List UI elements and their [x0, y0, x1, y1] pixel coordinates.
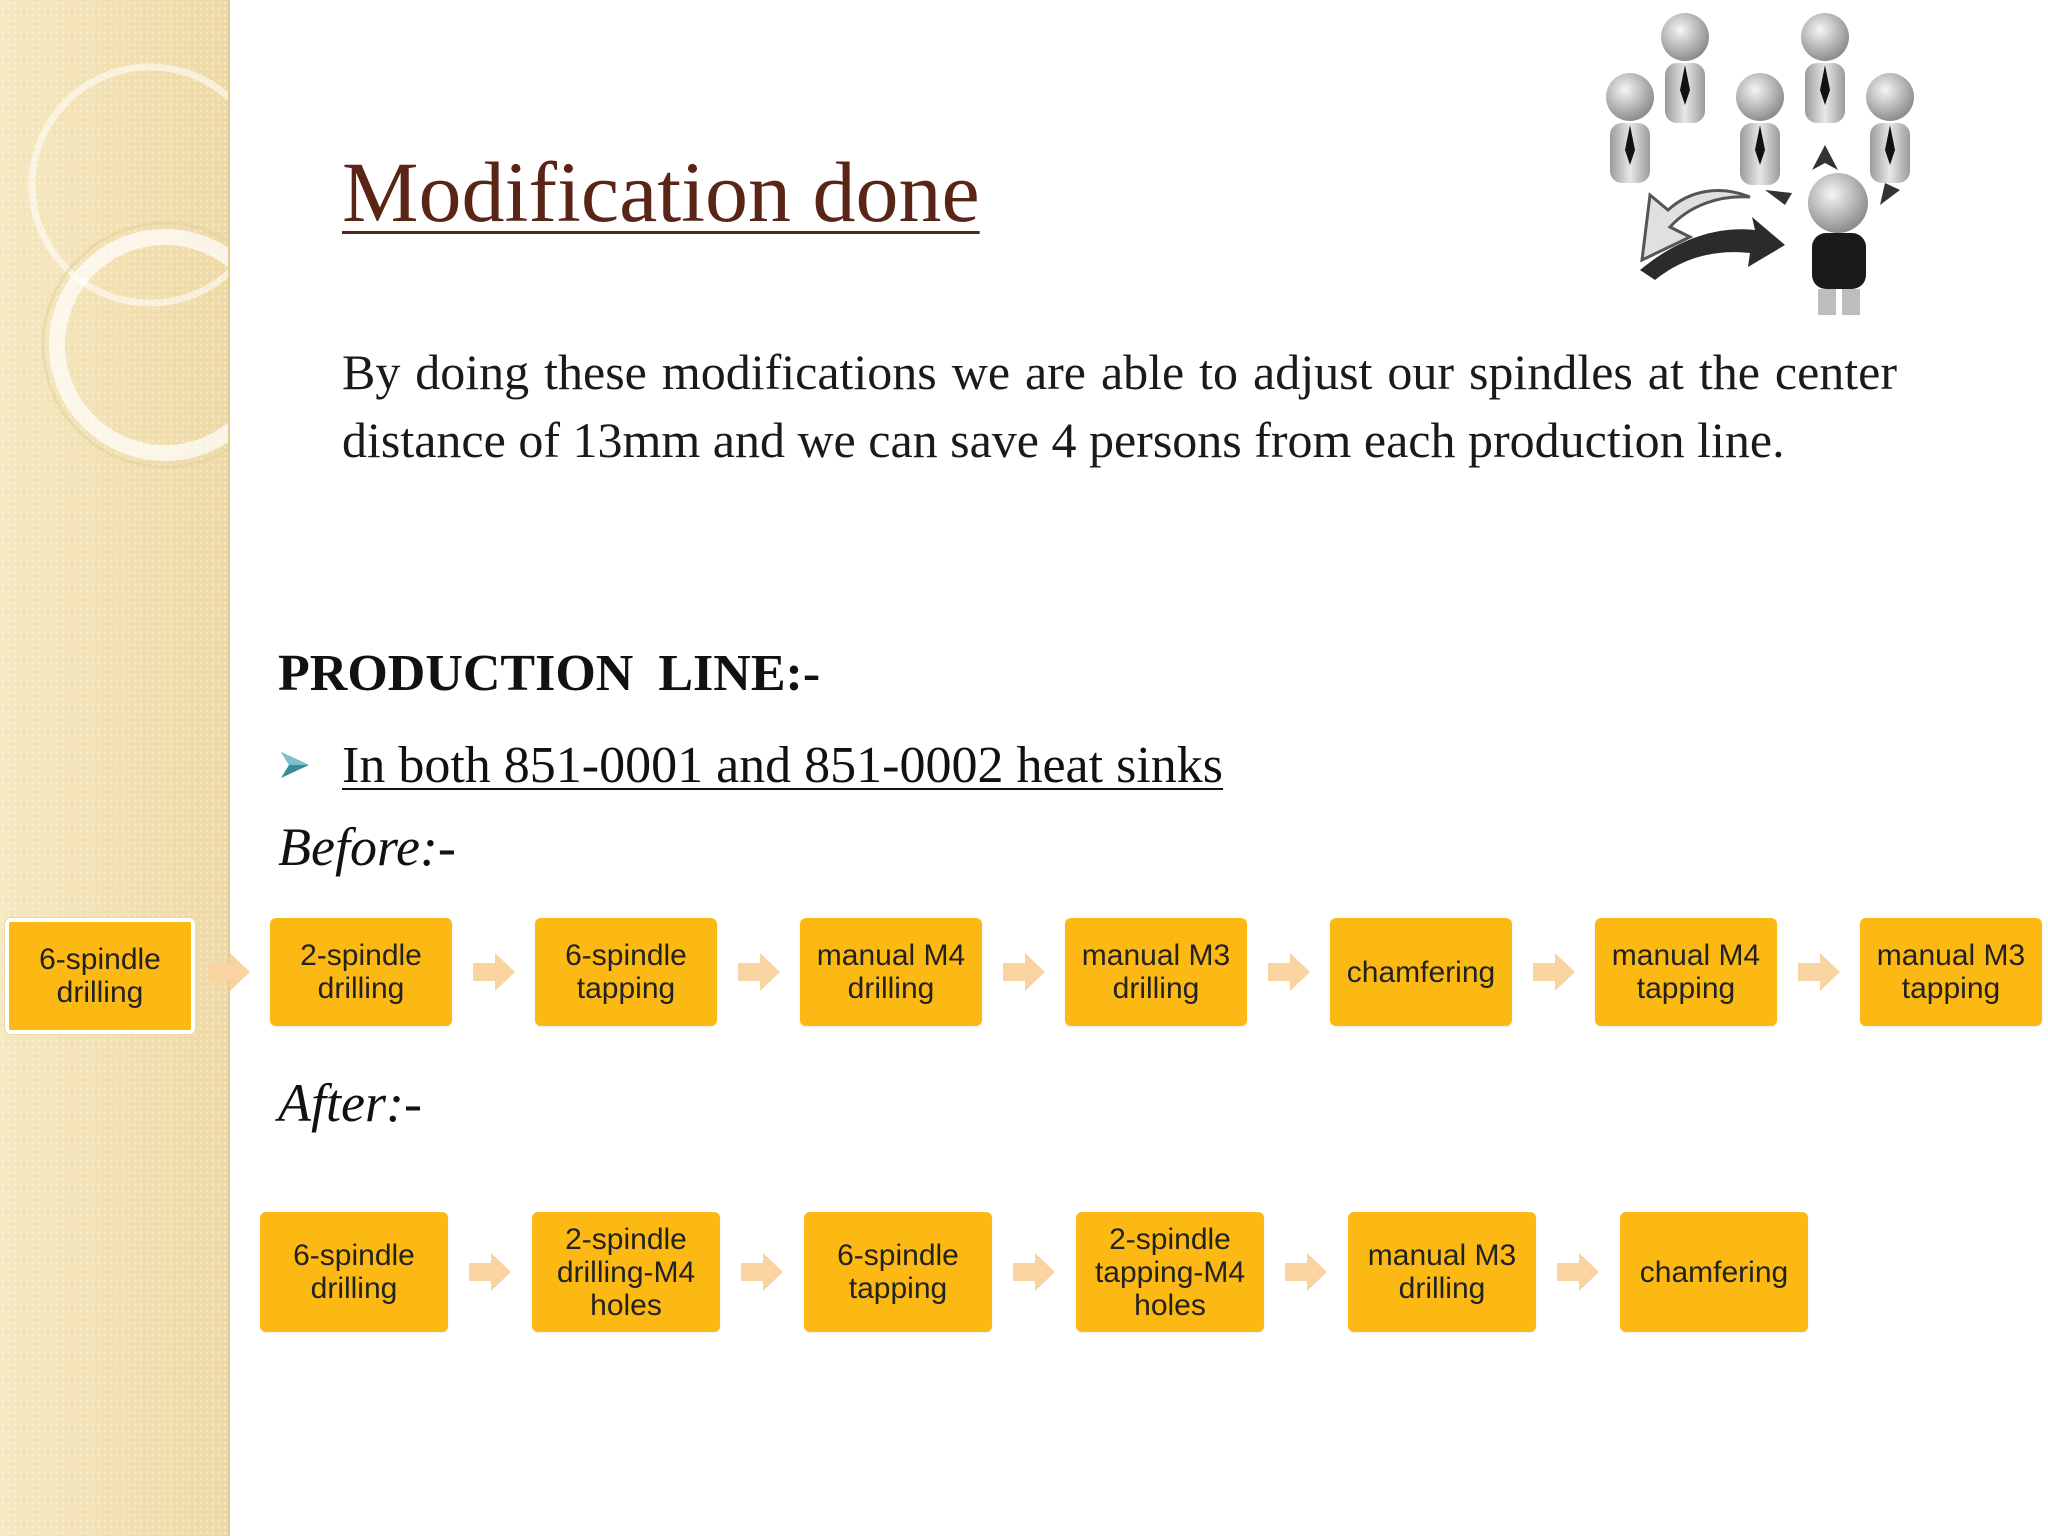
sidebar-rings-icon [0, 0, 228, 1536]
process-step: 2-spindle tapping-M4 holes [1076, 1212, 1264, 1332]
flow-arrow-icon [1003, 953, 1045, 991]
decorative-sidebar [0, 0, 230, 1536]
process-step: 6-spindle drilling [5, 918, 195, 1034]
process-step: 6-spindle drilling [260, 1212, 448, 1332]
bullet-item [278, 730, 1223, 800]
process-step: 2-spindle drilling [270, 918, 452, 1026]
process-step: 6-spindle tapping [804, 1212, 992, 1332]
process-step: 6-spindle tapping [535, 918, 717, 1026]
process-step: 2-spindle drilling-M4 holes [532, 1212, 720, 1332]
flow-arrow-icon [1268, 953, 1310, 991]
flow-arrow-icon [1533, 953, 1575, 991]
process-step: chamfering [1330, 918, 1512, 1026]
process-step: manual M4 tapping [1595, 918, 1777, 1026]
page-title: Modification done [342, 144, 980, 240]
flow-arrow-icon [469, 1253, 511, 1291]
process-step: chamfering [1620, 1212, 1808, 1332]
body-paragraph: By doing these modifications we are able to adjust our spindles at the center distance of 13mm and we can save 4 persons from each production line. [342, 344, 1897, 468]
arrow-bullet-icon [278, 748, 312, 782]
process-step: manual M4 drilling [800, 918, 982, 1026]
section-heading: PRODUCTION LINE:- [278, 645, 821, 702]
flow-arrow-icon [208, 953, 250, 991]
flow-arrow-icon [473, 953, 515, 991]
flow-arrow-icon [1285, 1253, 1327, 1291]
process-step: manual M3 tapping [1860, 918, 2042, 1026]
after-label: After:- [278, 1073, 422, 1133]
flow-arrow-icon [738, 953, 780, 991]
flow-arrow-icon [1798, 953, 1840, 991]
flow-arrow-icon [741, 1253, 783, 1291]
process-step: manual M3 drilling [1065, 918, 1247, 1026]
before-label: Before:- [278, 817, 456, 877]
bullet-text: In both 851-0001 and 851-0002 heat sinks [342, 736, 1224, 794]
flow-arrow-icon [1013, 1253, 1055, 1291]
person-figure [1606, 73, 1654, 183]
flow-arrow-icon [1557, 1253, 1599, 1291]
people-group-icon [1580, 5, 1950, 330]
process-step: manual M3 drilling [1348, 1212, 1536, 1332]
